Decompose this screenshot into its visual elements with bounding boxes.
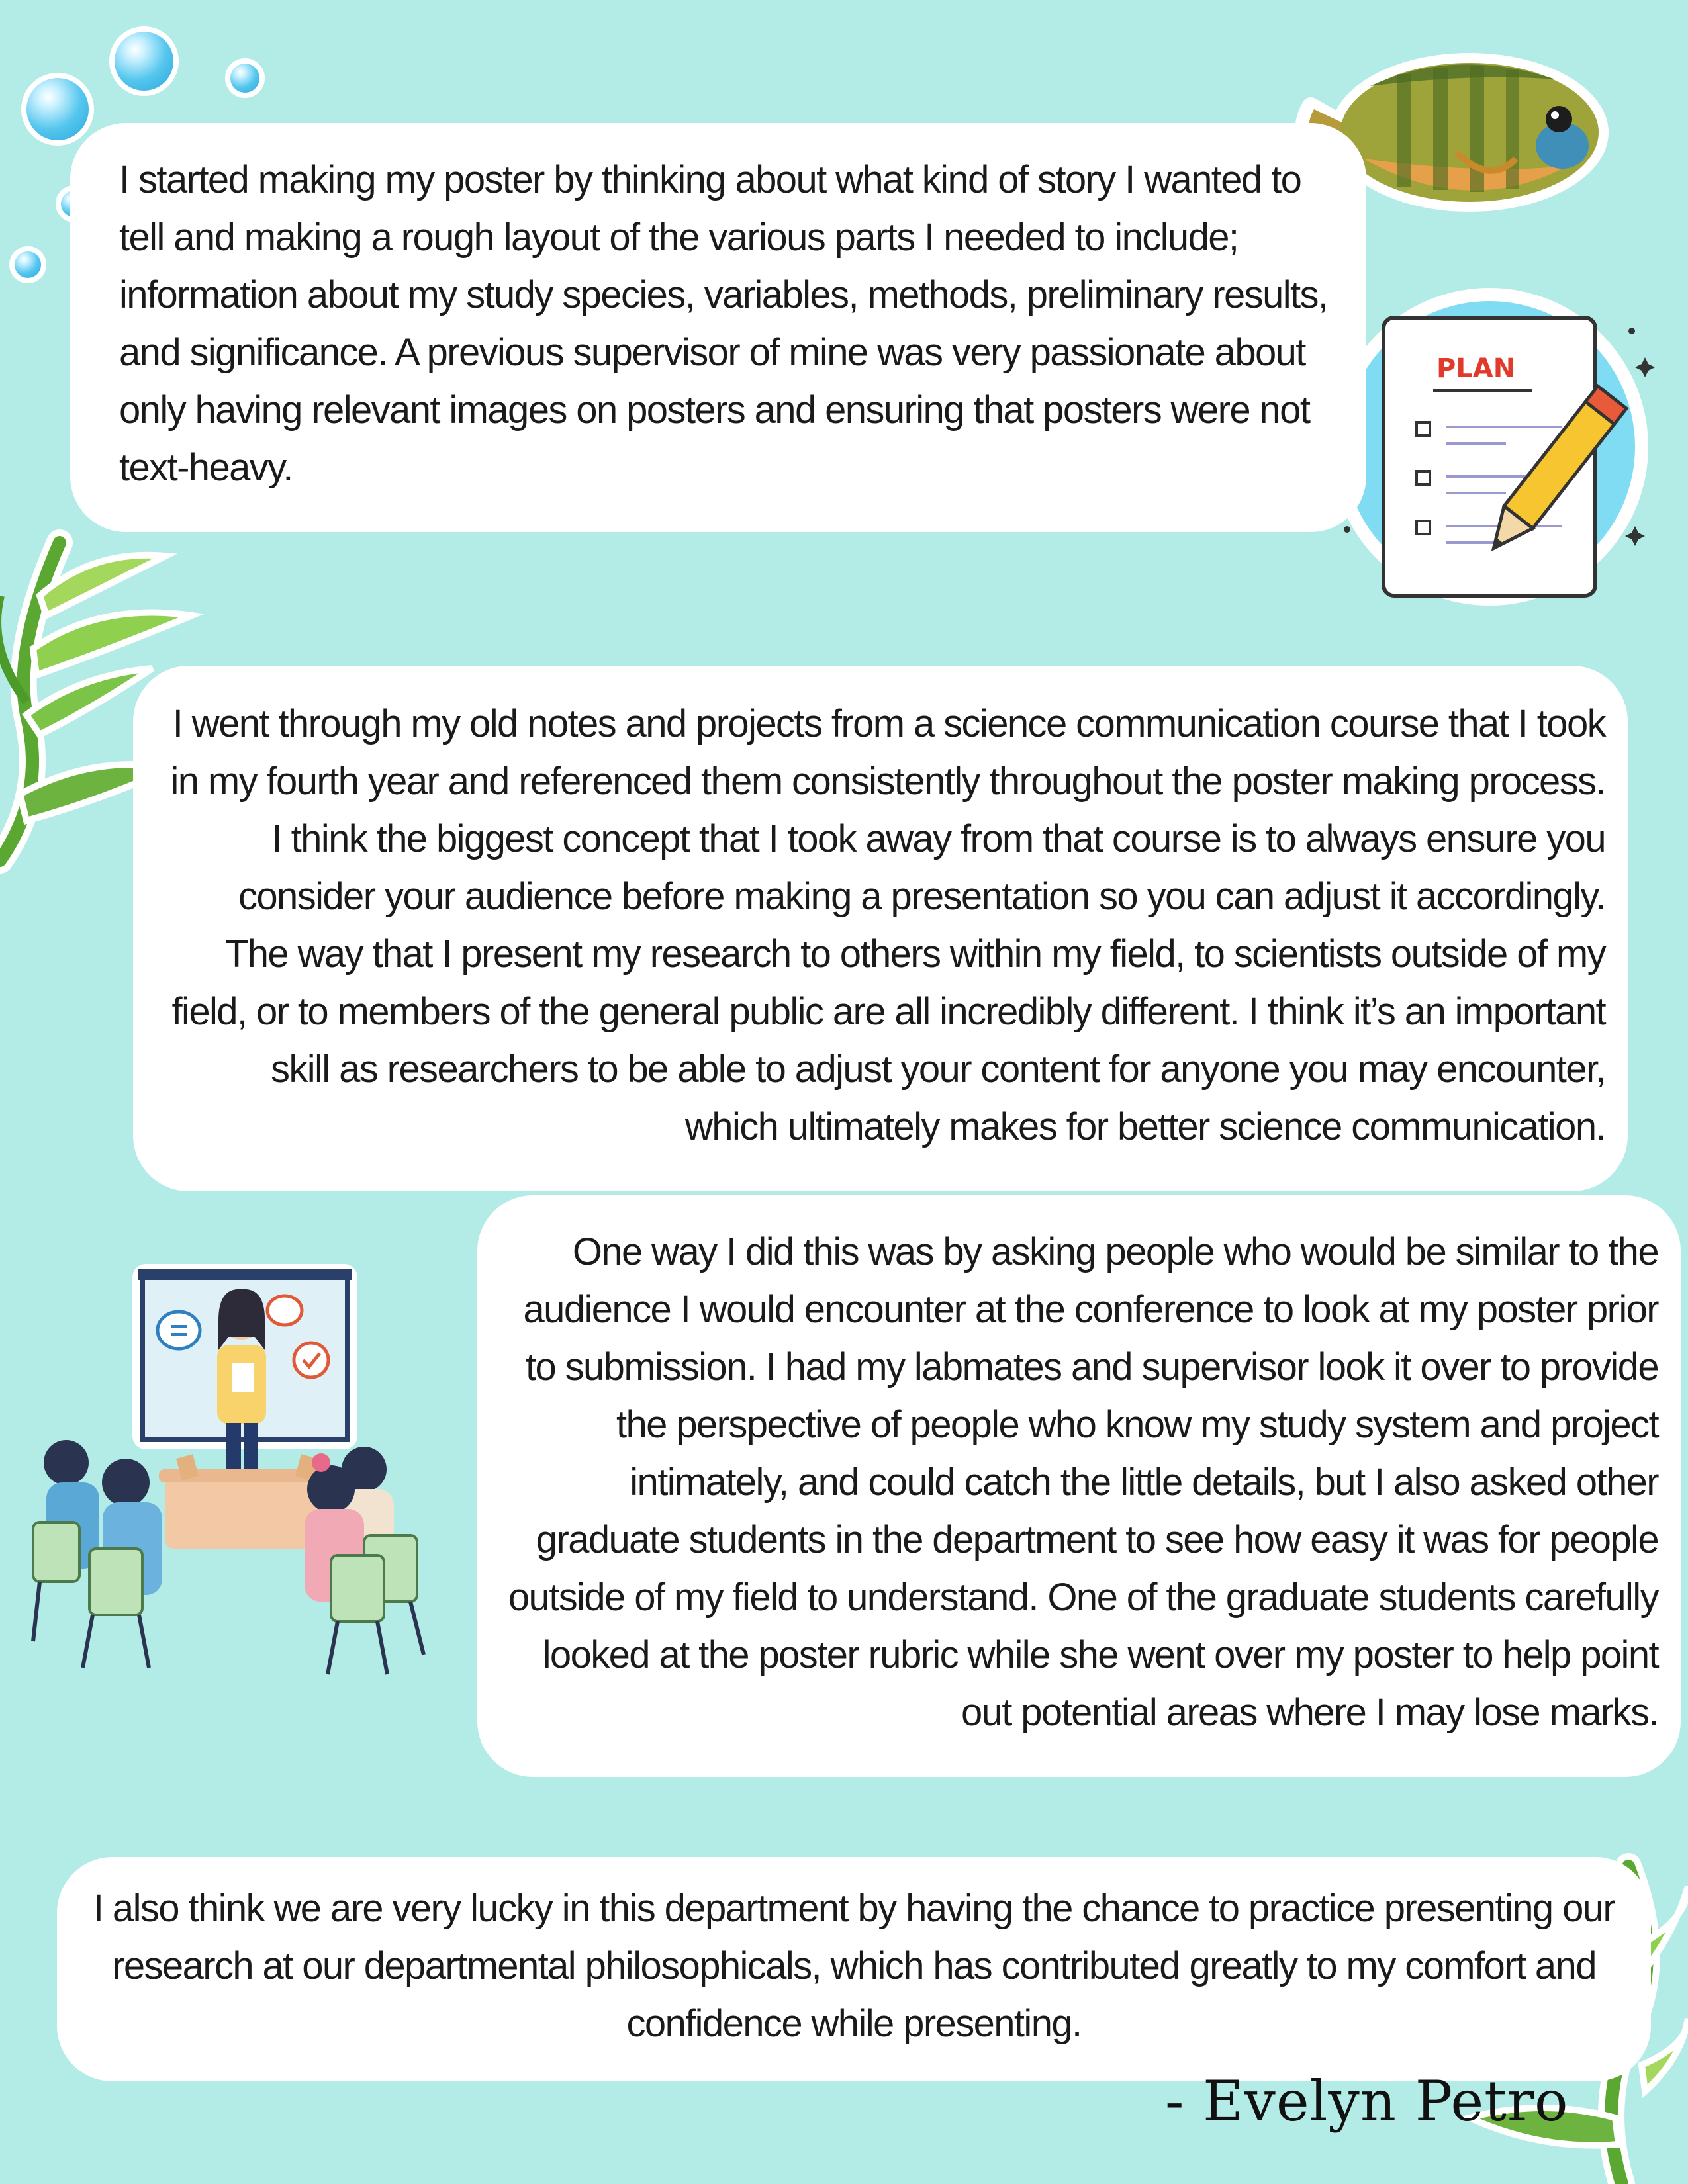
paragraph-closing: I also think we are very lucky in this department by having the chance to practice presenting our research at our departmental philosophicals, which has contributed greatly to my comfort and confidence while presenting. xyxy=(66,1866,1642,2072)
bubble-icon xyxy=(109,26,179,96)
paragraph-intro: I started making my poster by thinking about what kind of story I wanted to tell and making a rough layout of the various parts I needed to include; information about my study species, variables, methods, preliminary results, and significance. A previous supervisor of mine was very passionate about only having relevant images on posters and ensuring that posters were not text-heavy. xyxy=(79,132,1357,523)
bubble-icon xyxy=(225,58,265,98)
bubble-icon xyxy=(21,73,94,146)
paragraph-notes: I went through my old notes and projects from a science communication course that I took in my fourth year and referenced them consistently throughout the poster making process. I think the biggest concept that I took away from that course is to always ensure you consider your audience before making a presentation so you can adjust it accordingly. The way that I present my research to others within my field, to scientists outside of my field, or to members of the general public are all incredibly different. I think it’s an important skill as researchers to be able to adjust your content for anyone you may encounter, which ultimately makes for better science communication. xyxy=(142,675,1618,1182)
signature: - Evelyn Petro xyxy=(1165,2069,1569,2134)
bubble-icon xyxy=(9,246,46,283)
classroom-presentation-icon xyxy=(20,1257,470,1694)
paragraph-feedback: One way I did this was by asking people who would be similar to the audience I would encounter at the conference to look at my poster prior to submission. I had my labmates and supervisor look it over to provide the perspective of people who know my study system and project intimately, and could catch the little details, but I also asked other graduate students in the department to see how easy it was for people outside of my field to understand. One of the graduate students carefully looked at the poster rubric while she went over my poster to help point out potential areas where I may lose marks. xyxy=(487,1205,1671,1768)
plan-checklist-icon xyxy=(1321,278,1665,622)
plan-card-label: PLAN xyxy=(1436,353,1516,384)
